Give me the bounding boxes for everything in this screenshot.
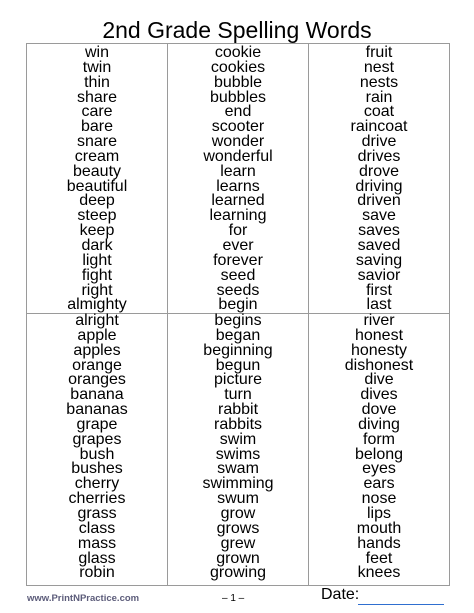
spelling-word: coat [363,103,395,121]
spelling-word: feet [365,549,393,567]
spelling-word: win [84,44,109,61]
spelling-word: bananas [66,401,128,419]
spelling-word: swims [215,445,261,463]
spelling-word: oranges [68,371,126,389]
spelling-word: banana [70,386,124,404]
spelling-word: first [366,281,392,299]
spelling-word: snare [76,133,118,151]
spelling-word: robin [79,564,115,582]
spelling-word: rain [365,88,393,106]
spelling-word: grows [216,519,260,537]
spelling-word: driving [355,177,403,195]
spelling-word: beginning [203,341,273,359]
spelling-word: end [224,103,252,121]
spelling-word: grape [76,415,118,433]
spelling-word: swum [217,490,259,508]
spelling-word: diving [358,415,400,433]
spelling-word: begins [214,312,262,329]
spelling-word: grass [77,504,117,522]
spelling-word: apple [77,326,117,344]
spelling-word: seed [220,266,256,284]
spelling-word: beauty [72,162,122,180]
page-title: 2nd Grade Spelling Words [102,17,372,43]
spelling-word: steep [77,207,117,225]
spelling-word: dove [361,401,397,419]
column-2-top [168,46,308,313]
spelling-word: share [76,88,118,106]
spelling-word: saved [357,236,401,254]
spelling-word: eyes [362,460,396,478]
spelling-word: wonder [211,133,265,151]
spelling-word: raincoat [350,118,408,136]
spelling-word: drives [357,147,401,165]
spelling-word: rabbits [213,415,263,433]
spelling-word: bubble [213,73,263,91]
spelling-word: nests [359,73,399,91]
spelling-word: nose [361,490,397,508]
spelling-word: learns [216,177,260,195]
column-1-bottom [27,314,167,581]
spelling-word: scooter [211,118,265,136]
spelling-word: bush [79,445,115,463]
spelling-word: cherry [74,475,120,493]
spelling-word: last [366,296,392,314]
spelling-word: forever [213,251,263,269]
spelling-word: hands [357,534,401,552]
spelling-word: swim [219,430,257,448]
spelling-word: drove [358,162,400,180]
spelling-word: almighty [67,296,127,314]
spelling-word: swam [217,460,259,478]
spelling-word: mass [77,534,117,552]
spelling-word: glass [78,549,116,567]
spelling-word: drive [361,133,397,151]
column-2-bottom [168,314,308,581]
spelling-word: apples [73,341,121,359]
spelling-word: savior [357,266,401,284]
spelling-word: keep [79,222,115,240]
spelling-word: began [215,326,261,344]
spelling-word: ears [363,475,395,493]
spelling-word: orange [72,356,122,374]
spelling-word: cream [74,147,120,165]
spelling-word: care [81,103,113,121]
spelling-word: fight [81,266,113,284]
spelling-word: river [363,312,395,329]
spelling-word: beautiful [66,177,128,195]
spelling-word: saves [358,222,400,240]
spelling-word: class [78,519,116,537]
date-input-line[interactable] [358,604,444,605]
page-number: – 1 – [222,593,245,604]
spelling-word: grew [220,534,256,552]
spelling-word: rabbit [217,401,259,419]
spelling-word: form [363,430,395,448]
spelling-word: begin [218,296,258,314]
spelling-word: fruit [365,44,393,61]
spelling-word: grapes [72,430,122,448]
spelling-word: thin [84,73,110,91]
word-table [26,43,450,586]
spelling-word: right [81,281,113,299]
spelling-word: wonderful [203,147,273,165]
spelling-word: belong [354,445,404,463]
spelling-word: for [228,222,248,240]
spelling-word: mouth [356,519,402,537]
column-3-top [309,46,449,313]
spelling-word: dive [364,371,394,389]
spelling-word: begun [215,356,261,374]
spelling-word: save [362,207,396,225]
spelling-word: bubbles [209,88,267,106]
spelling-word: learn [220,162,256,180]
spelling-word: dishonest [344,356,414,374]
spelling-word: seeds [216,281,260,299]
spelling-word: knees [357,564,401,582]
spelling-word: grow [220,504,256,522]
date-label: Date: [321,586,360,603]
spelling-word: light [82,251,112,269]
spelling-word: growing [209,564,267,582]
spelling-word: cherries [68,490,126,508]
spelling-word: saving [355,251,403,269]
spelling-word: bushes [71,460,123,478]
spelling-word: honesty [350,341,408,359]
spelling-word: grown [216,549,260,567]
column-1-top [27,46,167,313]
spelling-word: turn [224,386,252,404]
spelling-word: twin [82,58,112,76]
spelling-word: cookies [210,58,266,76]
spelling-word: bare [80,118,114,136]
column-3-bottom [309,314,449,581]
spelling-word: cookie [214,44,262,61]
spelling-word: dark [81,236,113,254]
spelling-word: picture [213,371,263,389]
spelling-word: swimming [202,475,274,493]
website-label: www.PrintNPractice.com [27,593,140,604]
spelling-word: nest [363,58,395,76]
spelling-word: dives [360,386,398,404]
spelling-word: lips [366,504,391,522]
spelling-word: learning [209,207,267,225]
spelling-word: driven [357,192,401,210]
spelling-word: deep [79,192,115,210]
spelling-word: learned [211,192,265,210]
spelling-word: alright [75,312,119,329]
spelling-word: ever [222,236,254,254]
spelling-word: honest [354,326,404,344]
